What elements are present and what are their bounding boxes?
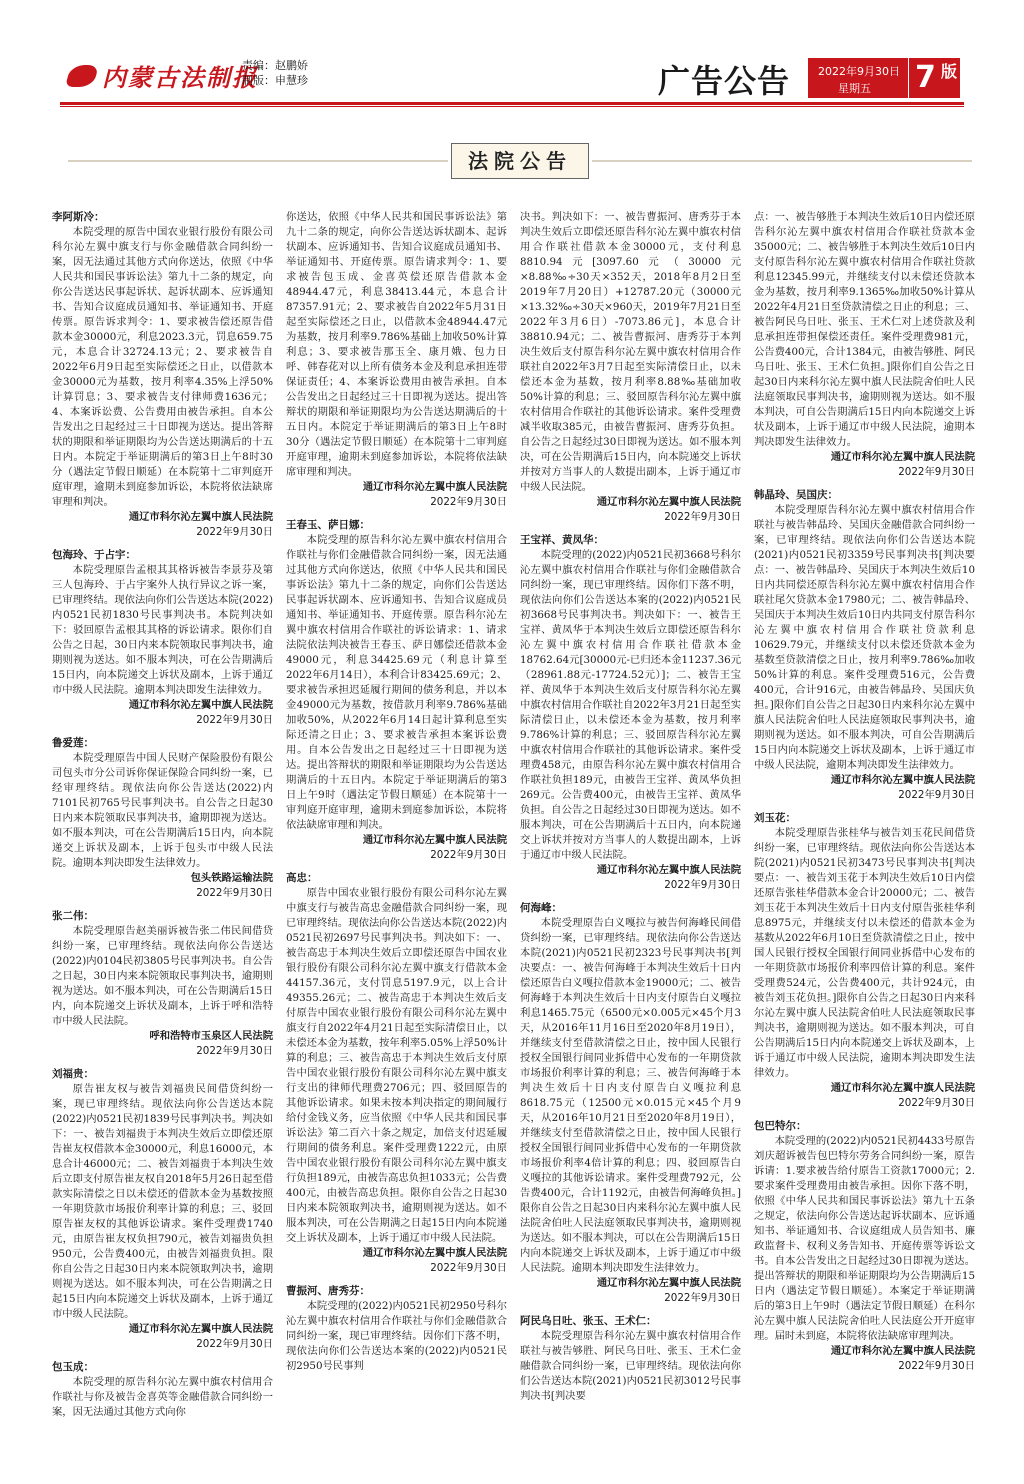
newspaper-logo (68, 58, 258, 93)
notice-court: 通辽市科尔沁左翼中旗人民法院 (830, 1082, 975, 1094)
notice-body: 本院受理的原告中国农业银行股份有限公司科尔沁左翼中旗支行与你金融借款合同纠纷一案，因无法通过其他方式向你送达，依照《中华人民共和国民事诉讼法》第九十二条的规定，向你公告送达民事起诉状、起诉状副本、应诉通知书、告知合议庭成员通知书、举证通知书、开庭传票。原告诉求判令：1、要求被告偿还原告借款本金30000元，利息2023.3元，罚息659.75元，本息合计32724.13元；2、要求被告自2022年6月9日起至实际偿还之日止，以借款本金30000元为基数，按月利率4.35%上浮50%计算罚息；3、要求被告支付律师费1636元；4、本案诉讼费、公告费用由被告承担。自本公告发出之日起经过三十日即视为送达。提出答辩状的期限和举证期限均为公告送达期满后的十五日内。本院定于举证期满后的第3日上午8时30分（遇法定节假日顺延）在本院第十二审判庭开庭审理，逾期未到庭参加诉讼，本院将依法缺席审理和判决。 (52, 226, 273, 508)
notice-date: 2022年9月30日 (898, 1360, 975, 1372)
notice-court: 通辽市科尔沁左翼中旗人民法院 (830, 1345, 975, 1357)
issue-date: 2022年9月30日 (818, 65, 900, 78)
notice-body: 本院受理原告白义嘎拉与被告何海峰民间借贷纠纷一案，已审理终结。现依法向你公告送达本院(2021)内0521民初2323号民事判决书[判决要点：一、被告何海峰于本判决生效后十日内偿还原告白义嘎拉借款本金19000元；二、被告何海峰于本判决生效后十日内支付原告白义嘎拉利息1465.75元（6500元×0.005元×45个月3天，从2016年11月16日至2020年8月19日），并继续支付至借款清偿之日止，按中国人民银行授权全国银行间同业拆借中心发布的一年期贷款市场报价利率计算的利息；三、被告何海峰于本判决生效后十日内支付原告白义嘎拉利息8618.75元（12500元×0.015元×45个月9天，从2016年10月21日至2020年8月19日），并继续支付至借款清偿之日止，按中国人民银行授权全国银行间同业拆借中心发布的一年期贷款市场报价利率4倍计算的利息；四、驳回原告白义嘎拉的其他诉讼请求。案件受理费792元，公告费400元，合计1192元，由被告何海峰负担。]限你自公告之日起30日内来科尔沁左翼中旗人民法院舍伯吐人民法庭领取民事判决书，逾期则视为送达。如不服本判决，可以在公告期满后15日内向本院递交上诉状及副本，上诉于通辽市中级人民法院。逾期本判决即发生法律效力。 (520, 917, 741, 1274)
court-notice (52, 1360, 273, 1420)
column-2 (286, 210, 507, 1478)
notice-addressee: 鲁爱莲： (52, 737, 94, 749)
notice-body: 本院受理原告科尔沁左翼中旗农村信用合作联社与被告韩晶玲、吴国庆金融借款合同纠纷一案，已审理终结。现依法向你们公告送达本院(2021)内0521民初3359号民事判决书[判决要点：一、被告韩晶玲、吴国庆于本判决生效后10日内共同偿还原告科尔沁左翼中旗农村信用合作联社尾欠贷款本金17980元；二、被告韩晶玲、吴国庆于本判决生效后10日内共同支付原告科尔沁左翼中旗农村信用合作联社贷款利息10629.79元，并继续支付以未偿还贷款本金为基数至贷款清偿之日止，按月利率9.786‰加收50%计算的利息。案件受理费516元，公告费400元，合计916元，由被告韩晶玲、吴国庆负担。]限你们自公告之日起30日内来科尔沁左翼中旗人民法院舍伯吐人民法庭领取民事判决书，逾期则视为送达。如不服本判决，可自公告期满后15日内向本院递交上诉状及副本，上诉于通辽市中级人民法院，逾期本判决即发生法律效力。 (754, 504, 975, 771)
notice-date: 2022年9月30日 (196, 887, 273, 899)
notice-court: 通辽市科尔沁左翼中旗人民法院 (362, 481, 507, 493)
notice-body: 原告崔友权与被告刘福贵民间借贷纠纷一案，现已审理终结。现依法向你公告送达本院(2022)内0521民初1839号民事判决书。判决如下：一、被告刘福贵于本判决生效后立即偿还原告崔友权借款本金30000元，利息16000元，本息合计46000元；二、被告刘福贵于本判决生效后立即支付原告崔友权自2018年5月26日起至借款实际清偿之日以未偿还的借款本金为基数按照一年期贷款市场报价利率计算的利息；三、驳回原告崔友权的其他诉讼请求。案件受理费1740元，由原告崔友权负担790元，被告刘福贵负担950元，公告费400元，由被告刘福贵负担。限你自公告之日起30日内来本院领取判决书，逾期则视为送达。如不服本判决，可在公告期满之日起15日内向本院递交上诉状及副本，上诉于通辽市中级人民法院。 (52, 1083, 273, 1320)
court-notice (52, 1067, 273, 1352)
notice-addressee: 曹振河、唐秀芬： (286, 1285, 370, 1297)
court-notice (286, 871, 507, 1276)
notice-body: 本院受理原告张桂华与被告刘玉花民间借贷纠纷一案，已审理终结。现依法向你公告送达本院(2021)内0521民初3473号民事判决书[判决要点：一、被告刘玉花于本判决生效后10日内偿还原告张桂华借款本金合计20000元；二、被告刘玉花于本判决生效后十日内支付原告张桂华利息8975元，并继续支付以未偿还的借款本金为基数从2022年6月10日至贷款清偿之日止，按中国人民银行授权全国银行间同业拆借中心发布的一年期贷款市场报价利率四倍计算的利息。案件受理费524元，公告费400元，共计924元，由被告刘玉花负担。]限你自公告之日起30日内来科尔沁左翼中旗人民法院舍伯吐人民法庭领取民事判决书，逾期则视为送达。如不服本判决，可自公告期满后15日内向本院递交上诉状及副本，上诉于通辽市中级人民法院，逾期本判决即发生法律效力。 (754, 827, 975, 1079)
notice-body: 本院受理原告赵美丽诉被告张二伟民间借贷纠纷一案，已审理终结。现依法向你公告送达(2022)内0104民初3805号民事判决书。自公告之日起，30日内来本院领取民事判决书，逾期则视为送达。如不服本判决，可在公告期满后15日内，向本院递交上诉状及副本，上诉于呼和浩特市中级人民法院。 (52, 925, 273, 1027)
notice-date: 2022年9月30日 (898, 789, 975, 801)
notice-date: 2022年9月30日 (898, 466, 975, 478)
court-notice (754, 488, 975, 803)
page-number: 7 (915, 60, 936, 95)
notice-body: 决书。判决如下：一、被告曹振河、唐秀芬于本判决生效后立即偿还原告科尔沁左翼中旗农村信用合作联社借款本金30000元，支付利息8810.94元[3097.60元（30000元×8.88‰÷30天×352天，2018年8月2日至2019年7月20日）+12787.20元（30000元×13.32‰÷30天×960天，2019年7月21日至2022年3月6日）-7073.86元]，本息合计38810.94元；二、被告曹振河、唐秀芬于本判决生效后支付原告科尔沁左翼中旗农村信用合作联社自2022年3月7日起至实际清偿日止，以未偿还本金为基数，按月利率8.88‰基础加收50%计算的利息；三、驳回原告科尔沁左翼中旗农村信用合作联社的其他诉讼请求。案件受理费减半收取385元，由被告曹振河、唐秀芬负担。自公告之日起经过30日即视为送达。如不服本判决，可在公告期满后15日内，向本院递交上诉状并按对方当事人的人数提出副本，上诉于通辽市中级人民法院。 (520, 211, 741, 493)
section-banner: 法院公告 (451, 143, 589, 179)
notice-court: 包头铁路运输法院 (190, 872, 273, 884)
notice-addressee: 刘玉花： (754, 812, 796, 824)
header-rule (60, 102, 964, 105)
notice-body: 本院受理的(2022)内0521民初2950号科尔沁左翼中旗农村信用合作联社与你们金融借款合同纠纷一案，现已审理终结。因你们下落不明，现依法向你们公告送达本案的(2022)内0521民初2950号民事判 (286, 1300, 507, 1372)
court-notice (286, 1284, 507, 1374)
column-1 (52, 210, 273, 1478)
court-notice (52, 548, 273, 728)
notice-date: 2022年9月30日 (196, 1338, 273, 1350)
page-label: 版 (940, 62, 957, 81)
notice-date: 2022年9月30日 (430, 849, 507, 861)
paper-name: 内蒙古法制报 (102, 63, 258, 92)
notice-body: 原告中国农业银行股份有限公司科尔沁左翼中旗支行与被告高忠金融借款合同纠纷一案，现已审理终结。现依法向你公告送达本院(2022)内0521民初2697号民事判决书。判决如下：一、被告高忠于本判决生效后立即偿还原告中国农业银行股份有限公司科尔沁左翼中旗支行借款本金44157.36元，支付罚息5197.9元，以上合计49355.26元；二、被告高忠于本判决生效后支付原告中国农业银行股份有限公司科尔沁左翼中旗支行自2022年4月21日起至实际清偿日止，以未偿还本金为基数，按年利率5.05%上浮50%计算的利息；三、被告高忠于本判决生效后支付原告中国农业银行股份有限公司科尔沁左翼中旗支行支出的律师代理费2706元；四、驳回原告的其他诉讼请求。如果未按本判决指定的期间履行给付金钱义务，应当依照《中华人民共和国民事诉讼法》第二百六十条之规定，加倍支付迟延履行期间的债务利息。案件受理费1222元，由原告中国农业银行股份有限公司科尔沁左翼中旗支行负担189元，由被告高忠负担1033元；公告费400元，由被告高忠负担。限你自公告之日起30日内来本院领取判决书，逾期则视为送达。如不服本判决，可在公告期满之日起15日内向本院递交上诉状及副本，上诉于通辽市中级人民法院。 (286, 887, 507, 1244)
notice-addressee: 高忠： (286, 872, 318, 884)
page-badge (908, 58, 961, 98)
notice-body: 你送达，依照《中华人民共和国民事诉讼法》第九十二条的规定，向你公告送达诉状副本、起诉状副本、应诉通知书、告知合议庭成员通知书、举证通知书、开庭传票。原告请求判令：1、要求被告包玉成、金喜英偿还原告借款本金48944.47元，利息38413.44元，本息合计87357.91元；2、要求被告自2022年5月31日起至实际偿还之日止，以借款本金48944.47元为基数，按月利率9.786%基础上加收50%计算利息；3、要求被告那玉全、康月娥、包力日呼、韩春花对以上所有债务本金及利息承担连带保证责任；4、本案诉讼费用由被告承担。自本公告发出之日起经过三十日即视为送达。提出答辩状的期限和举证期限均为公告送达期满后的十五日内。本院定于举证期满后的第3日上午8时30分（遇法定节假日顺延）在本院第十二审判庭开庭审理，逾期未到庭参加诉讼，本院将依法缺席审理和判决。 (286, 211, 507, 478)
notice-court: 通辽市科尔沁左翼中旗人民法院 (596, 496, 741, 508)
notice-date: 2022年9月30日 (664, 879, 741, 891)
issue-weekday: 星期五 (838, 82, 871, 95)
logo-emblem-icon (65, 65, 99, 87)
court-notice (520, 1314, 741, 1404)
section-title: 广告公告 (658, 62, 791, 100)
notice-addressee: 张二伟： (52, 910, 94, 922)
notice-addressee: 包海玲、于占宇： (52, 549, 136, 561)
notice-addressee: 王春玉、萨日娜： (286, 519, 370, 531)
notice-court: 通辽市科尔沁左翼中旗人民法院 (362, 834, 507, 846)
notice-court: 通辽市科尔沁左翼中旗人民法院 (596, 864, 741, 876)
notice-addressee: 王宝祥、黄凤华： (520, 534, 604, 546)
notice-court: 通辽市科尔沁左翼中旗人民法院 (830, 774, 975, 786)
notice-addressee: 包玉成： (52, 1361, 94, 1373)
court-notice (754, 1119, 975, 1374)
notice-body: 本院受理的原告科尔沁左翼中旗农村信用合作联社与你及被告金喜英等金融借款合同纠纷一案，因无法通过其他方式向你 (52, 1376, 273, 1418)
court-notice (520, 533, 741, 893)
court-notice (754, 811, 975, 1111)
notice-court: 通辽市科尔沁左翼中旗人民法院 (596, 1277, 741, 1289)
notice-addressee: 刘福贵： (52, 1068, 94, 1080)
notice-court: 呼和浩特市玉泉区人民法院 (149, 1030, 273, 1042)
court-notice (286, 518, 507, 863)
notice-court: 通辽市科尔沁左翼中旗人民法院 (830, 451, 975, 463)
notice-date: 2022年9月30日 (664, 511, 741, 523)
court-notice (520, 901, 741, 1306)
editor-credits (242, 58, 308, 88)
court-notice (52, 210, 273, 540)
notice-date: 2022年9月30日 (898, 1097, 975, 1109)
notice-court: 通辽市科尔沁左翼中旗人民法院 (128, 699, 273, 711)
court-notice (520, 210, 741, 525)
notice-court: 通辽市科尔沁左翼中旗人民法院 (128, 511, 273, 523)
column-3 (520, 210, 741, 1478)
notice-court: 通辽市科尔沁左翼中旗人民法院 (128, 1323, 273, 1335)
court-notice (52, 909, 273, 1059)
header-rule-thin (60, 106, 964, 107)
notice-body: 本院受理的(2022)内0521民初4433号原告刘庆超诉被告包巴特尔劳务合同纠纷一案，原告诉请：1.要求被告给付原告工资款17000元；2.要求案件受理费用由被告承担。因你下落不明，依照《中华人民共和国民事诉讼法》第九十五条之规定，依法向你公告送达起诉状副本、应诉通知书、举证通知书、合议庭组成人员告知书、廉政监督卡、权利义务告知书、开庭传票等诉讼文书。自本公告发出之日起经过30日即视为送达。提出答辩状的期限和举证期限均为公告期满后15日内（遇法定节假日顺延）。本案定于举证期满后的第3日上午9时（遇法定节假日顺延）在科尔沁左翼中旗人民法院舍伯吐人民法庭公开开庭审理。届时未到庭，本院将依法缺席审理判决。 (754, 1135, 975, 1342)
notice-date: 2022年9月30日 (196, 714, 273, 726)
notice-date: 2022年9月30日 (430, 496, 507, 508)
notice-date: 2022年9月30日 (196, 526, 273, 538)
notice-date: 2022年9月30日 (430, 1262, 507, 1274)
layout-line: 制版：申慧珍 (242, 74, 308, 87)
masthead (60, 56, 964, 100)
court-notice (52, 736, 273, 901)
notice-addressee: 包巴特尔： (754, 1120, 807, 1132)
notice-body: 本院受理原告中国人民财产保险股份有限公司包头市分公司诉你保证保险合同纠纷一案，已经审理终结。现依法向你公告送达(2022)内7101民初765号民事判决书。自公告之日起30日内来本院领取民事判决书，逾期即视为送达。如不服本判决，可在公告期满后15日内，向本院递交上诉状及副本，上诉于包头市中级人民法院。逾期本判决即发生法律效力。 (52, 752, 273, 869)
court-notice (754, 210, 975, 480)
notice-body: 本院受理原告科尔沁左翼中旗农村信用合作联社与被告够胜、阿民乌日吐、张玉、王术仁金融借款合同纠纷一案，已审理终结。现依法向你们公告送达本院(2021)内0521民初3012号民事判决书[判决要 (520, 1330, 741, 1402)
notice-columns (52, 210, 974, 1478)
court-notice (286, 210, 507, 510)
notice-body: 本院受理的原告科尔沁左翼中旗农村信用合作联社与你们金融借款合同纠纷一案，因无法通过其他方式向你送达，依照《中华人民共和国民事诉讼法》第九十二条的规定，向你们公告送达民事起诉状副本、应诉通知书、告知合议庭成员通知书、举证通知书、开庭传票。原告科尔沁左翼中旗农村信用合作联社的诉讼请求：1、请求法院依法判决被告王春玉、萨日娜偿还借款本金49000元，利息34425.69元（利息计算至2022年6月14日），本利合计83425.69元；2、要求被告承担迟延履行期间的债务利息，并以本金49000元为基数，按借款月利率9.786%基础加收50%，从2022年6月14日起计算利息至实际还清之日止；3、要求被告承担本案诉讼费用。自本公告发出之日起经过三十日即视为送达。提出答辩状的期限和举证期限均为公告送达期满后的十五日内。本院定于举证期满后的第3日上午9时（遇法定节假日顺延）在本院第十一审判庭开庭审理，逾期未到庭参加诉讼，本院将依法缺席审理和判决。 (286, 534, 507, 831)
notice-addressee: 阿民乌日吐、张玉、王术仁： (520, 1315, 657, 1327)
notice-court: 通辽市科尔沁左翼中旗人民法院 (362, 1247, 507, 1259)
notice-body: 点：一、被告够胜于本判决生效后10日内偿还原告科尔沁左翼中旗农村信用合作联社贷款本金35000元；二、被告够胜于本判决生效后10日内支付原告科尔沁左翼中旗农村信用合作联社贷款利息12345.99元，并继续支付以未偿还贷款本金为基数，按月利率9.1365‰加收50%计算从2022年4月21日至贷款清偿之日止的利息；三、被告阿民乌日吐、张玉、王术仁对上述贷款及利息承担连带担保偿还责任。案件受理费981元，公告费400元，合计1384元，由被告够胜、阿民乌日吐、张玉、王术仁负担。]限你们自公告之日起30日内来科尔沁左翼中旗人民法院舍伯吐人民法庭领取民事判决书，逾期则视为送达。如不服本判决，可自公告期满后15日内向本院递交上诉状及副本，上诉于通辽市中级人民法院，逾期本判决即发生法律效力。 (754, 211, 975, 448)
notice-body: 本院受理的(2022)内0521民初3668号科尔沁左翼中旗农村信用合作联社与你们金融借款合同纠纷一案，现已审理终结。因你们下落不明，现依法向你们公告送达本案的(2022)内0521民初3668号民事判决书。判决如下：一、被告王宝祥、黄凤华于本判决生效后立即偿还原告科尔沁左翼中旗农村信用合作联社借款本金18762.64元[30000元-已归还本金11237.36元（28961.88元-17724.52元）]；二、被告王宝祥、黄凤华于本判决生效后支付原告科尔沁左翼中旗农村信用合作联社自2022年3月21日起至实际清偿日止，以未偿还本金为基数，按月利率9.786%计算的利息；三、驳回原告科尔沁左翼中旗农村信用合作联社的其他诉讼请求。案件受理费458元，由原告科尔沁左翼中旗农村信用合作联社负担189元，由被告王宝祥、黄凤华负担269元。公告费400元，由被告王宝祥、黄凤华负担。自公告之日起经过30日即视为送达。如不服本判决，可在公告期满后十五日内，向本院递交上诉状并按对方当事人的人数提出副本，上诉于通辽市中级人民法院。 (520, 549, 741, 861)
notice-addressee: 何海峰： (520, 902, 562, 914)
notice-addressee: 李阿斯冷： (52, 211, 105, 223)
editor-line: 责编：赵鹏娇 (242, 59, 308, 72)
column-4 (754, 210, 975, 1478)
notice-date: 2022年9月30日 (196, 1045, 273, 1057)
notice-date: 2022年9月30日 (664, 1292, 741, 1304)
notice-addressee: 韩晶玲、吴国庆： (754, 489, 838, 501)
date-box (808, 58, 960, 98)
notice-body: 本院受理原告孟根其其格诉被告李景芬及第三人包海玲、于占宇案外人执行异议之诉一案，已审理终结。现依法向你们公告送达本院(2022)内0521民初1830号民事判决书。本院判决如下：驳回原告孟根其其格的诉讼请求。限你们自公告之日起，30日内来本院领取民事判决书，逾期则视为送达。如不服本判决，可在公告期满后15日内，向本院递交上诉状及副本，上诉于通辽市中级人民法院。逾期本判决即发生法律效力。 (52, 564, 273, 696)
